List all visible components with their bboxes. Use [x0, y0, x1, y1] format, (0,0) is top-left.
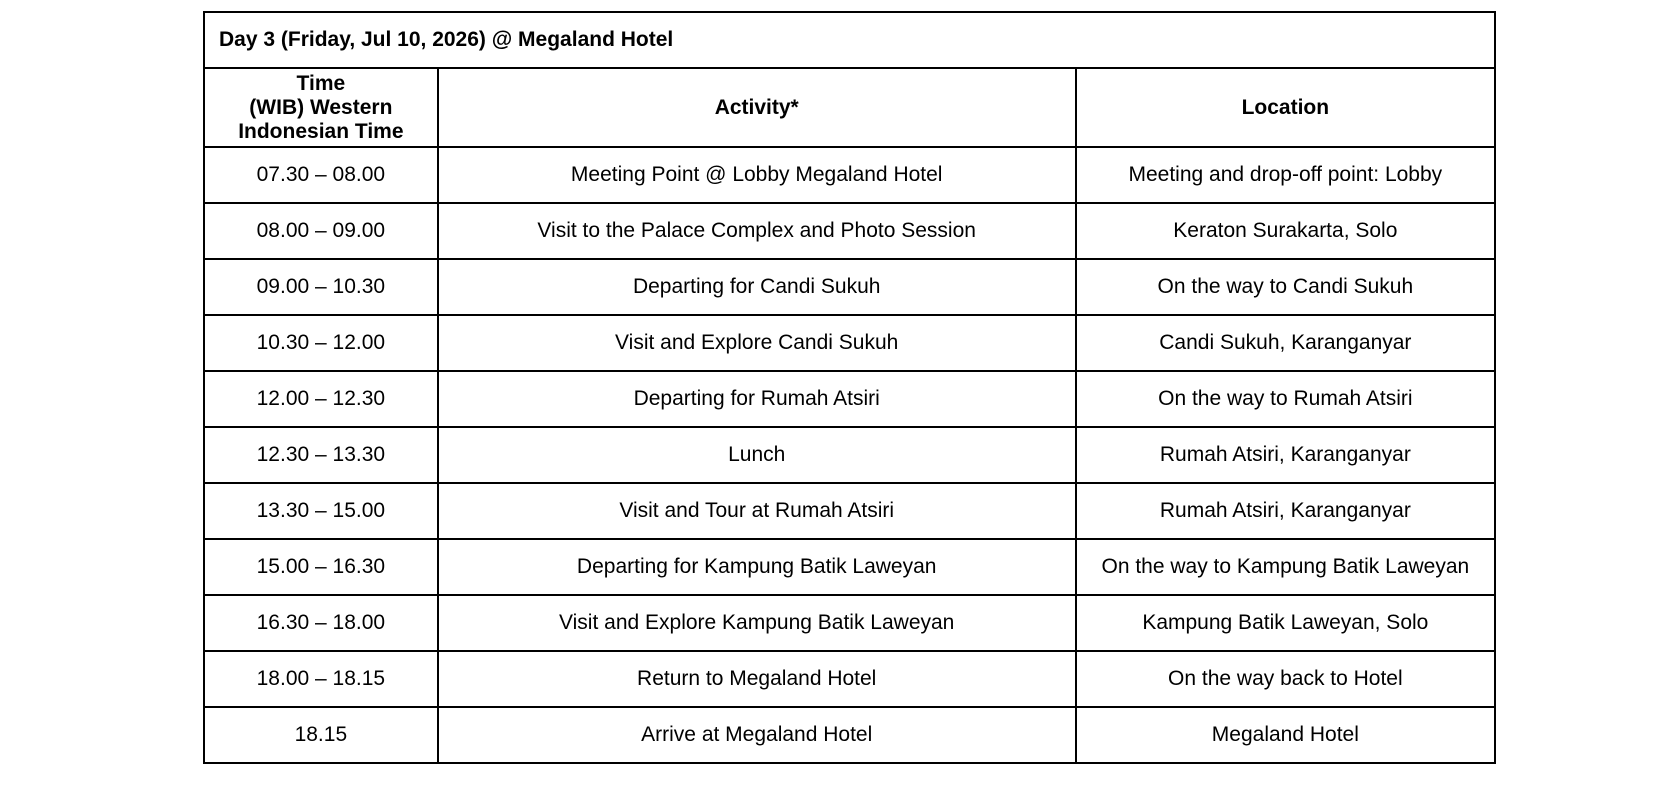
itinerary-rows [204, 147, 1495, 763]
title-row [204, 12, 1495, 68]
activity-cell: Arrive at Megaland Hotel [438, 707, 1076, 763]
header-time [204, 68, 438, 147]
table-row [204, 427, 1495, 483]
time-cell: 13.30 – 15.00 [204, 483, 438, 539]
header-activity: Activity* [438, 68, 1076, 147]
time-cell: 12.00 – 12.30 [204, 371, 438, 427]
itinerary-table [203, 11, 1496, 764]
table-row [204, 539, 1495, 595]
location-cell: Rumah Atsiri, Karanganyar [1076, 483, 1495, 539]
activity-cell: Visit and Explore Kampung Batik Laweyan [438, 595, 1076, 651]
activity-cell: Departing for Candi Sukuh [438, 259, 1076, 315]
location-cell: Meeting and drop-off point: Lobby [1076, 147, 1495, 203]
activity-cell: Visit and Tour at Rumah Atsiri [438, 483, 1076, 539]
location-cell: On the way to Kampung Batik Laweyan [1076, 539, 1495, 595]
location-cell: Megaland Hotel [1076, 707, 1495, 763]
table-row [204, 651, 1495, 707]
location-cell: On the way to Candi Sukuh [1076, 259, 1495, 315]
time-cell: 09.00 – 10.30 [204, 259, 438, 315]
time-cell: 07.30 – 08.00 [204, 147, 438, 203]
time-cell: 15.00 – 16.30 [204, 539, 438, 595]
activity-cell: Visit and Explore Candi Sukuh [438, 315, 1076, 371]
table-row [204, 147, 1495, 203]
activity-cell: Lunch [438, 427, 1076, 483]
activity-cell: Meeting Point @ Lobby Megaland Hotel [438, 147, 1076, 203]
table-title: Day 3 (Friday, Jul 10, 2026) @ Megaland Hotel [204, 12, 1495, 68]
location-cell: On the way back to Hotel [1076, 651, 1495, 707]
table-row [204, 203, 1495, 259]
location-cell: Rumah Atsiri, Karanganyar [1076, 427, 1495, 483]
location-cell: Candi Sukuh, Karanganyar [1076, 315, 1495, 371]
location-cell: Kampung Batik Laweyan, Solo [1076, 595, 1495, 651]
time-cell: 16.30 – 18.00 [204, 595, 438, 651]
activity-cell: Departing for Kampung Batik Laweyan [438, 539, 1076, 595]
table-row [204, 483, 1495, 539]
table-row [204, 371, 1495, 427]
header-row [204, 68, 1495, 147]
activity-cell: Departing for Rumah Atsiri [438, 371, 1076, 427]
table-row [204, 259, 1495, 315]
header-location: Location [1076, 68, 1495, 147]
time-cell: 10.30 – 12.00 [204, 315, 438, 371]
time-cell: 18.15 [204, 707, 438, 763]
location-cell: Keraton Surakarta, Solo [1076, 203, 1495, 259]
time-cell: 18.00 – 18.15 [204, 651, 438, 707]
location-cell: On the way to Rumah Atsiri [1076, 371, 1495, 427]
time-cell: 08.00 – 09.00 [204, 203, 438, 259]
header-time-label: Time (WIB) Western Indonesian Time [238, 71, 404, 143]
activity-cell: Return to Megaland Hotel [438, 651, 1076, 707]
table-row [204, 315, 1495, 371]
time-cell: 12.30 – 13.30 [204, 427, 438, 483]
table-row [204, 707, 1495, 763]
table-row [204, 595, 1495, 651]
activity-cell: Visit to the Palace Complex and Photo Session [438, 203, 1076, 259]
